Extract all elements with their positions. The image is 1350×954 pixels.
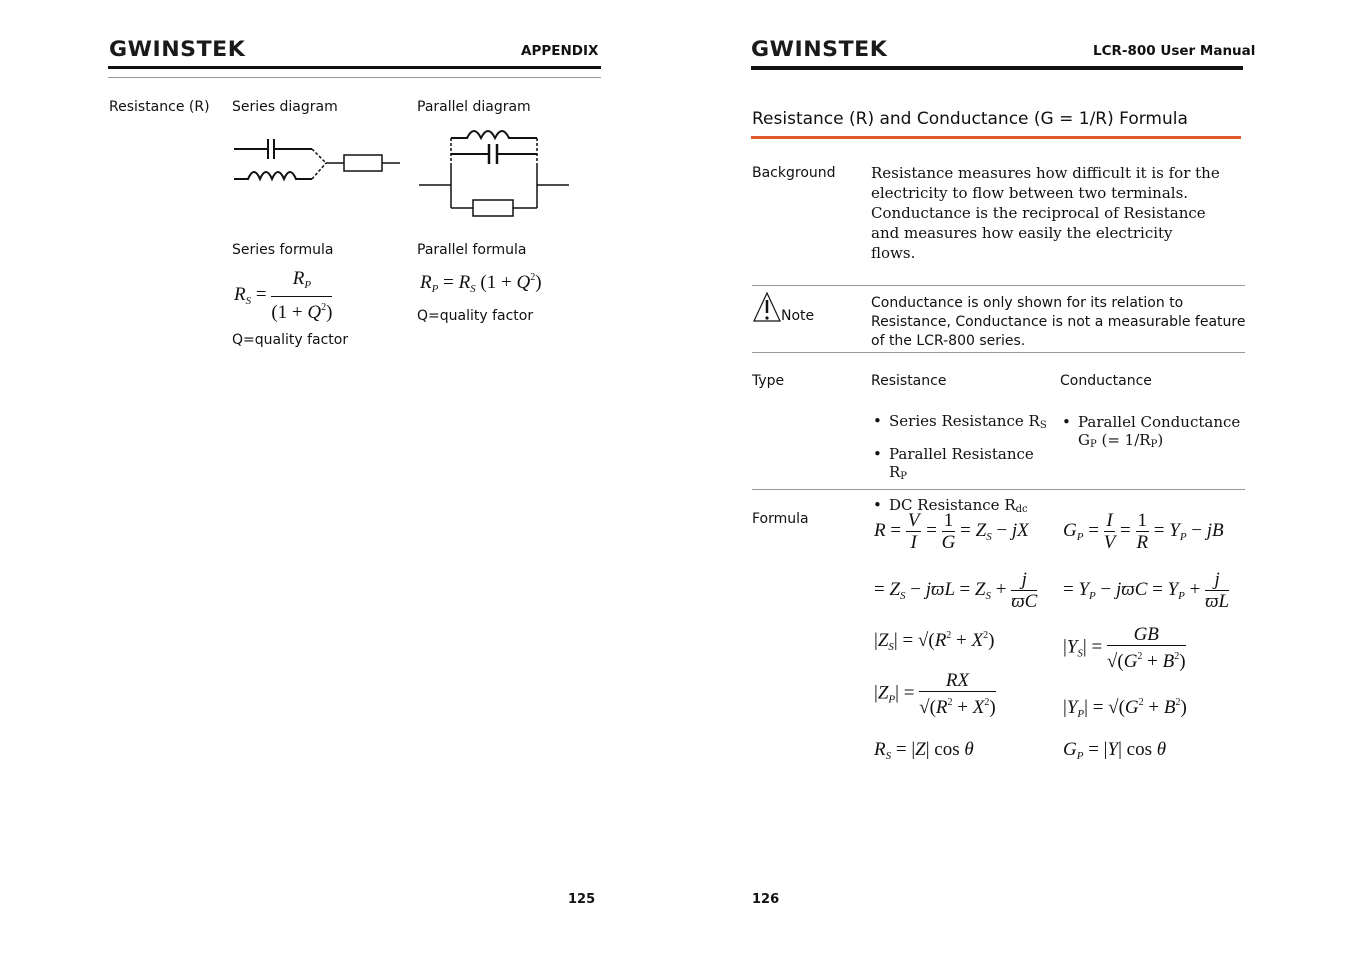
parallel-admittance-magnitude: $|Y_P| = √(G^2 + B^2)$ [1063,697,1187,720]
parallel-formula-label: Parallel formula [417,242,527,258]
parallel-conductance-cos: $G_P = |Y|$ cos θ [1063,739,1167,762]
series-resistance-cos: $R_S = |Z|$ cos θ [874,739,974,762]
type-label: Type [752,373,785,389]
series-diagram-label: Series diagram [232,99,338,115]
page-number: 126 [752,892,780,907]
resistance-formula-1: R = $\frac{V}{I}$ = $\frac{1}{G}$ = $Z_S$ − jX [874,510,1029,553]
warning-icon [752,291,782,323]
brand-logo: GWINSTEK [751,37,888,61]
divider [752,489,1245,490]
formula-label: Formula [752,511,809,527]
series-formula: $R_S$ = $\frac{R_P}{(1 + Q^2)}$ [234,268,333,323]
resistance-formula-2: = $Z_S - jϖL = Z_S$ + $\frac{j}{ϖC}$ [874,569,1038,612]
parallel-impedance-magnitude: $|Z_P|$ = $\frac{RX}{√(R^2 + X^2)}$ [874,670,996,718]
series-admittance-magnitude: $|Y_S|$ = $\frac{GB}{√(G^2 + B^2)}$ [1063,624,1186,672]
section-header: APPENDIX [521,43,599,59]
parallel-diagram-label: Parallel diagram [417,99,531,115]
header-rule [108,66,601,69]
section-title-rule [751,136,1241,139]
conductance-formula-1: $G_P$ = $\frac{I}{V}$ = $\frac{1}{R}$ = $Y_P$ − jB [1063,510,1224,553]
background-label: Background [752,165,836,181]
conductance-list [1060,413,1245,454]
header-subrule [108,77,601,78]
parallel-circuit-diagram [417,122,572,222]
series-impedance-magnitude: $|Z_S| = √(R^2 + X^2)$ [874,630,995,653]
parallel-formula: $R_P = R_S$ $(1 + Q^2)$ [420,272,542,295]
brand-logo: GWINSTEK [109,37,246,61]
background-text: Resistance measures how difficult it is for the electricity to flow between two terminals. Conductance is the reciprocal of Resistance and measures how easily the electricity flows. [871,164,1220,262]
series-quality-note: Q=quality factor [232,332,349,348]
list-item: • Series Resistance RS [871,412,1056,435]
page-number: 125 [568,892,596,907]
parallel-quality-note: Q=quality factor [417,308,534,324]
list-item: • Parallel Resistance RP [871,445,1056,486]
note-label: Note [781,308,815,324]
header-rule [751,66,1243,70]
section-title: Resistance (R) and Conductance (G = 1/R) Formula [752,109,1188,129]
conductance-formula-2: = $Y_P - jϖC = Y_P$ + $\frac{j}{ϖL}$ [1063,569,1230,612]
divider [752,352,1245,353]
manual-title-header: LCR-800 User Manual [1093,43,1256,59]
list-item: • DC Resistance Rdc [871,496,1056,519]
series-formula-label: Series formula [232,242,334,258]
conductance-heading: Conductance [1060,373,1152,389]
resistance-label: Resistance (R) [109,99,210,115]
divider [752,285,1245,286]
note-text: Conductance is only shown for its relation to Resistance, Conductance is not a measurable feature of the LCR-800 series. [871,295,1246,349]
resistance-list [871,412,1056,519]
series-circuit-diagram [232,135,402,185]
resistance-heading: Resistance [871,373,947,389]
list-item: • Parallel Conductance GP (= 1/RP) [1060,413,1245,454]
